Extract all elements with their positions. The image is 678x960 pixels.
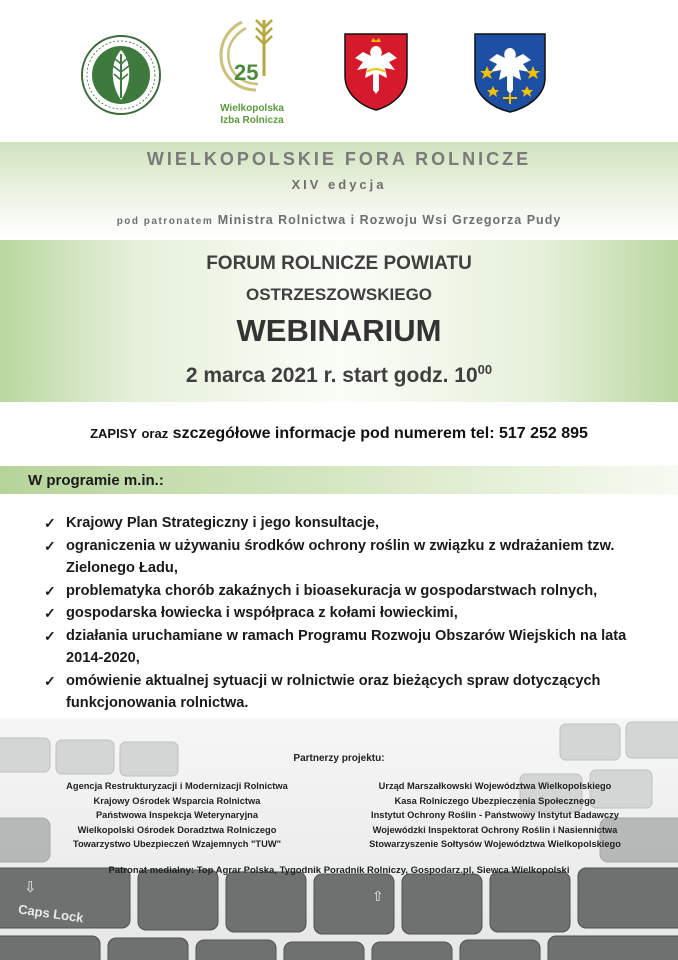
checkmark-icon: ✓ — [44, 515, 56, 531]
event-series-title: WIELKOPOLSKIE FORA ROLNICZE — [146, 149, 532, 169]
partner-item: Agencja Restrukturyzacji i Modernizacji Rolnictwa — [66, 781, 288, 791]
partners-right-column — [345, 779, 645, 852]
list-item: ✓ działania uruchamiane w ramach Programu Rozwoju Obszarów Wiejskich na lata 2014-2020, — [44, 625, 664, 670]
checkmark-icon: ✓ — [44, 627, 56, 644]
checkmark-icon: ✓ — [44, 537, 56, 554]
program-list — [44, 512, 664, 715]
patronage-prefix: pod patronatem — [116, 216, 214, 227]
registration-phone-text: szczegółowe informacje pod numerem tel: 517 252 895 — [172, 425, 588, 442]
forum-title-line1: FORUM ROLNICZE POWIATU — [206, 253, 472, 274]
wielkopolska-eagle-crest-icon — [343, 32, 409, 112]
checkmark-icon: ✓ — [44, 672, 56, 689]
forum-title-line2: OSTRZESZOWSKIEGO — [245, 285, 433, 304]
list-item: ✓ Krajowy Plan Strategiczny i jego konsultacje, — [44, 512, 664, 535]
partner-item: Krajowy Ośrodek Wsparcia Rolnictwa — [93, 795, 261, 806]
registration-info — [0, 425, 678, 443]
event-date-text: 2 marca 2021 r. start godz. 10 — [185, 364, 478, 387]
checkmark-icon: ✓ — [44, 605, 56, 621]
chamber-name-line1: Wielkopolska — [220, 103, 284, 114]
shift-symbol-icon: ⇧ — [372, 888, 384, 904]
list-item: ✓ gospodarska łowiecka i współpraca z kołami łowieckimi, — [44, 602, 664, 625]
patronage-name: Ministra Rolnictwa i Rozwoju Wsi Grzegorza Pudy — [217, 213, 562, 227]
registration-and: oraz — [141, 426, 169, 441]
partner-item: Wojewódzki Inspektorat Ochrony Roślin i Nasiennictwa — [372, 824, 618, 835]
list-item: ✓ problematyka chorób zakaźnych i bioasekuracja w gospodarstwach rolnych, — [44, 580, 664, 603]
partner-item: Towarzystwo Ubezpieczeń Wzajemnych "TUW" — [72, 839, 282, 849]
partner-item: Kasa Rolniczego Ubezpieczenia Społecznego — [394, 795, 596, 806]
program-title: W programie m.in.: — [28, 472, 164, 489]
event-time-minutes: 00 — [477, 362, 493, 377]
media-patronage: Patronat medialny: Top Agrar Polska, Tygodnik Poradnik Rolniczy, Gospodarz.pl, Siewca Wielkopolski — [108, 865, 570, 876]
partner-item: Urząd Marszałkowski Województwa Wielkopolskiego — [378, 781, 612, 791]
checkmark-icon: ✓ — [44, 582, 56, 599]
edition-label: XIV edycja — [291, 177, 387, 192]
chamber-logo — [212, 16, 292, 134]
partner-item: Stowarzyszenie Sołtysów Województwa Wielkopolskiego — [369, 839, 621, 849]
partner-item: Instytut Ochrony Roślin - Państwowy Instytut Badawczy — [371, 810, 619, 820]
chamber-name-line2: Izba Rolnicza — [220, 115, 284, 126]
ostrzeszow-county-crest-icon — [473, 32, 547, 114]
chamber-number: 25 — [234, 60, 259, 85]
ministry-seal-icon — [80, 34, 162, 116]
caps-lock-label: Caps Lock — [17, 901, 85, 926]
list-item: ✓ omówienie aktualnej sytuacji w rolnictwie oraz bieżących spraw dotyczących funkcjonowania rolnictwa. — [44, 670, 664, 715]
partners-title: Partnerzy projektu: — [293, 753, 385, 764]
caps-lock-arrow-icon: ⇩ — [24, 879, 37, 896]
event-date — [0, 362, 678, 388]
partner-item: Państwowa Inspekcja Weterynaryjna — [95, 810, 259, 820]
partner-item: Wielkopolski Ośrodek Doradztwa Rolniczego — [77, 824, 277, 835]
partners-left-column — [32, 779, 322, 852]
patronage-line — [0, 211, 678, 229]
registration-word: ZAPISY — [90, 426, 138, 441]
logo-row — [0, 14, 678, 134]
webinar-title: WEBINARIUM — [236, 313, 442, 348]
list-item: ✓ ograniczenia w używaniu środków ochrony roślin w związku z wdrażaniem tzw. Zielonego Ładu, — [44, 535, 664, 580]
